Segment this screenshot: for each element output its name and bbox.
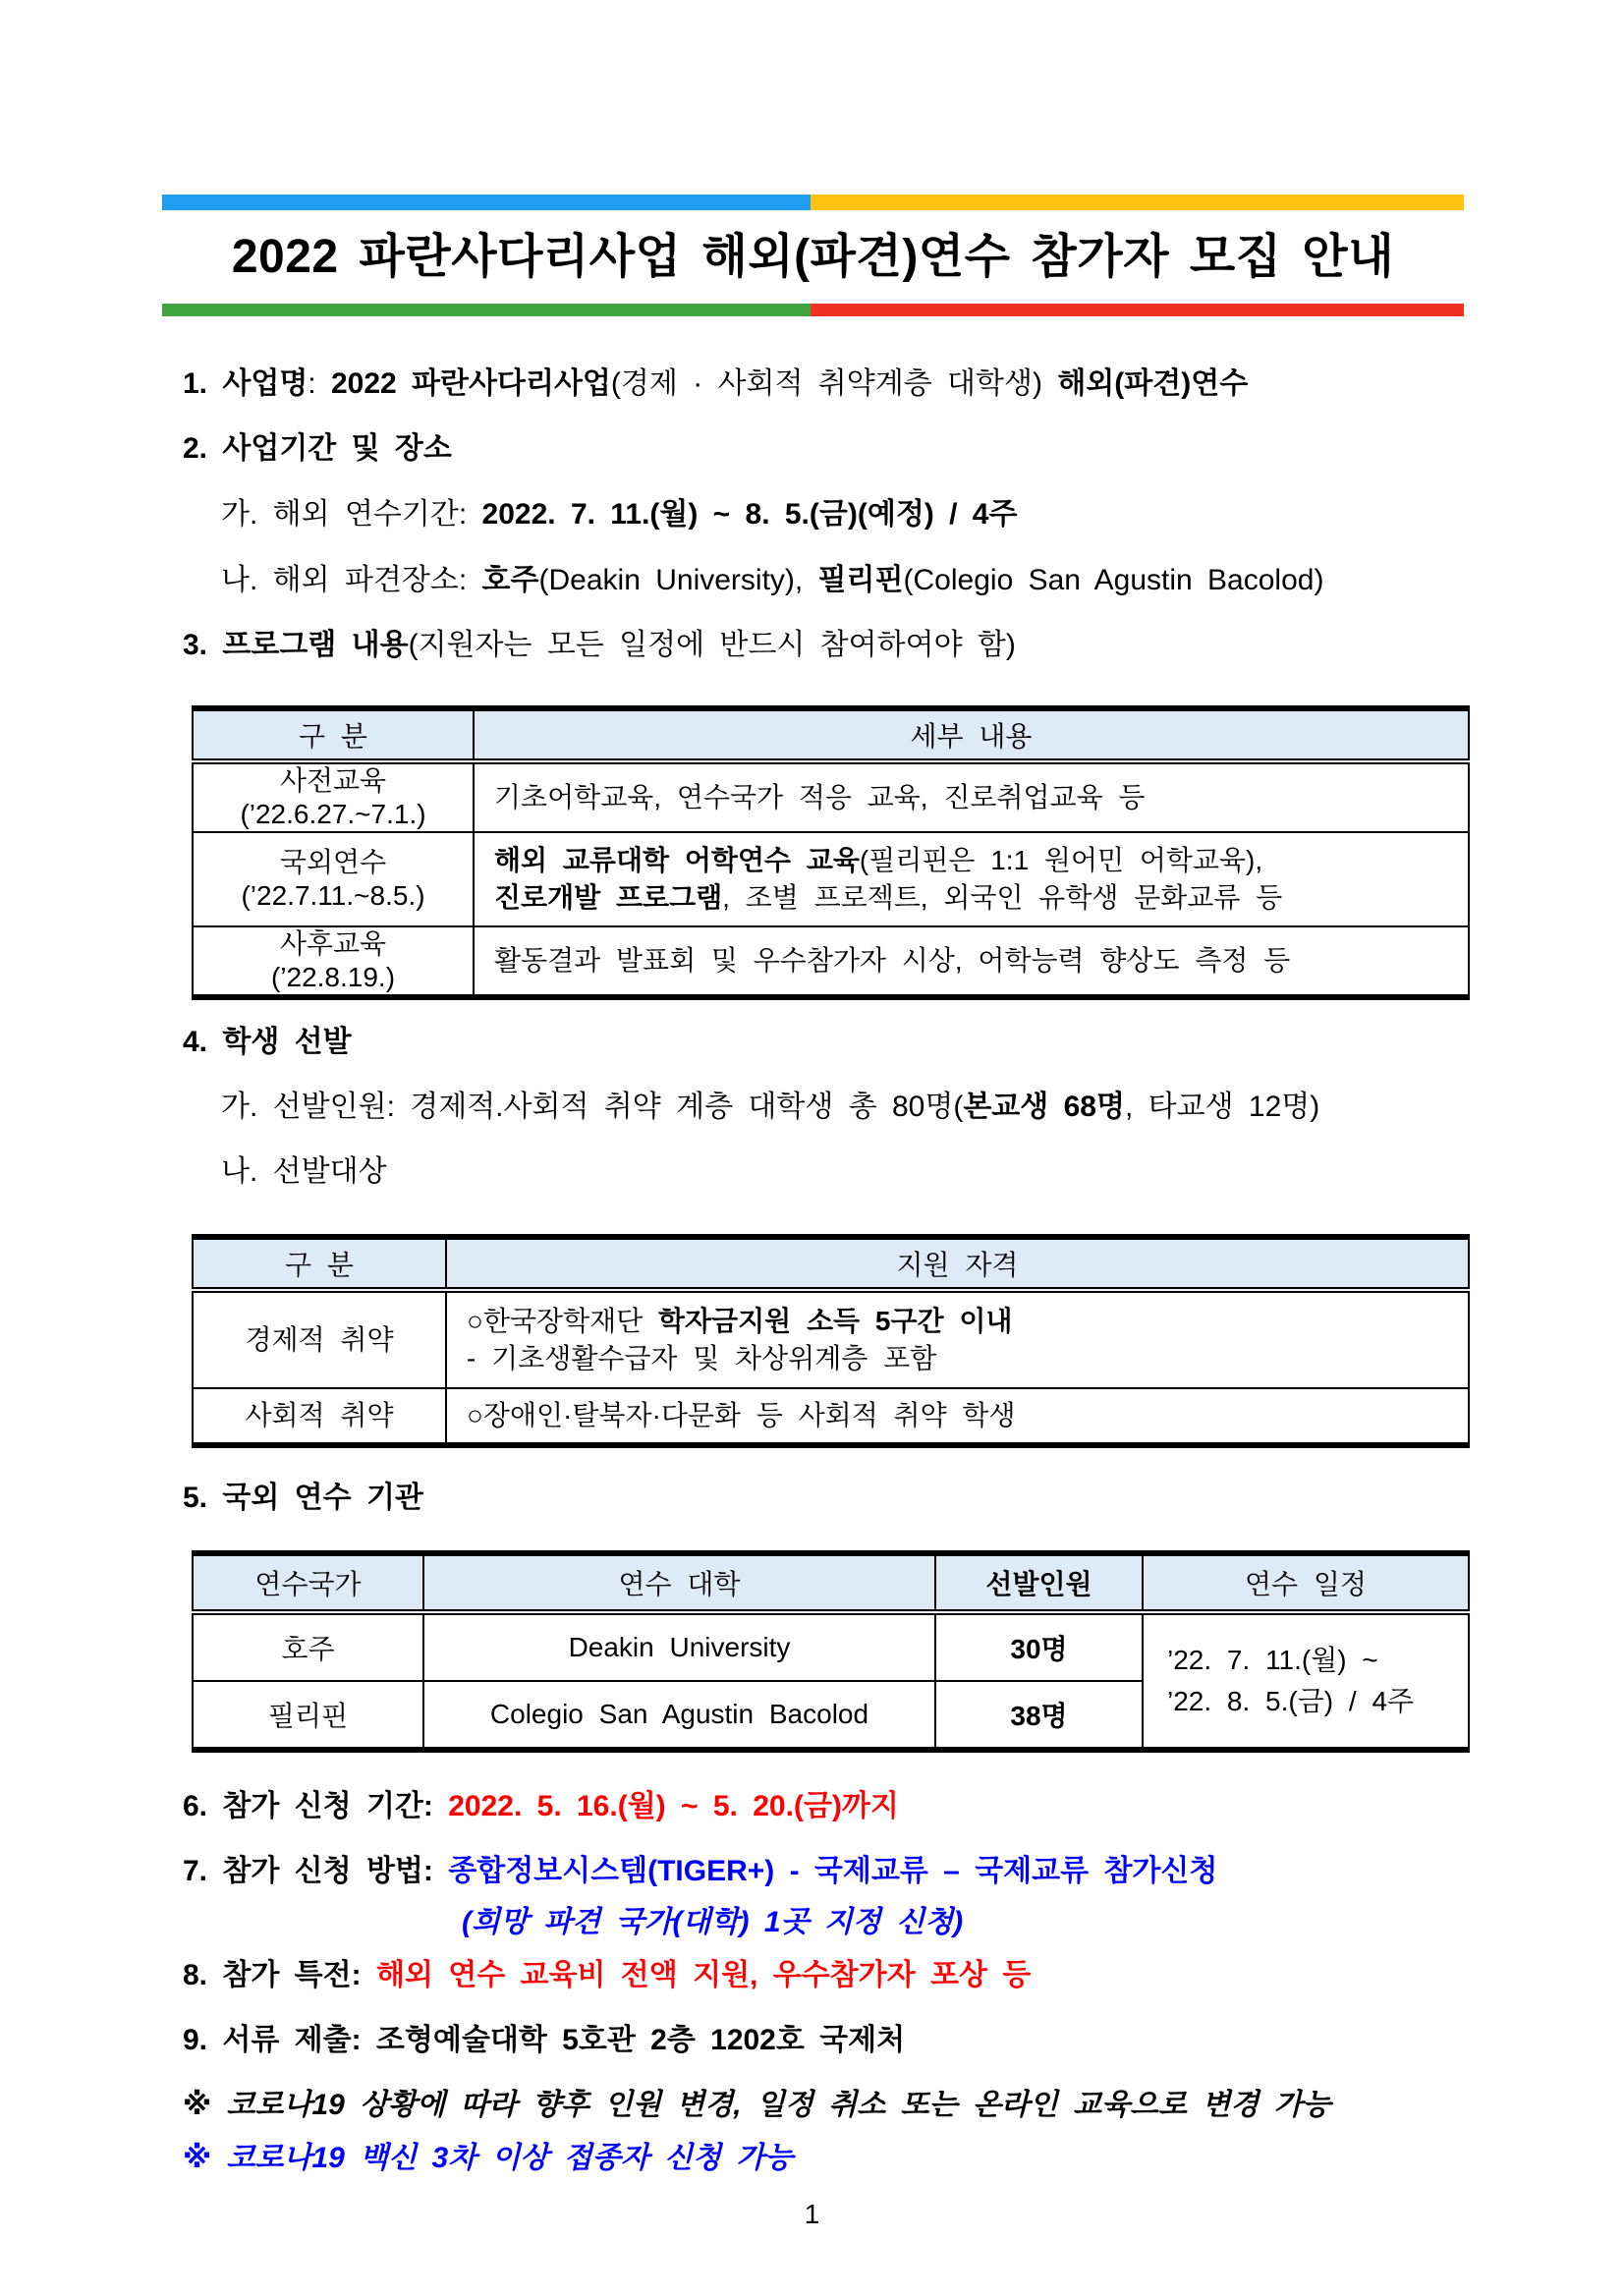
institutions-col-country: 연수국가 xyxy=(193,1553,423,1612)
text-run: 7. 참가 신청 방법: xyxy=(183,1855,449,1887)
text-run: 활동결과 발표회 및 우수참가자 시상, 어학능력 향상도 측정 등 xyxy=(494,945,1291,976)
text-run: 2022. 7. 11.(월) ~ 8. 5.(금)(예정) / 4주 xyxy=(481,498,1018,531)
text-run: - 기초생활수급자 및 차상위계층 포함 xyxy=(467,1343,937,1373)
program-detail-cell xyxy=(474,926,1469,997)
title-banner xyxy=(162,195,1464,316)
table-row xyxy=(193,832,1469,926)
text-run: 가. 선발인원: 경제적.사회적 취약 계층 대학생 총 80명( xyxy=(221,1091,964,1123)
text-run: 5. 국외 연수 기관 xyxy=(183,1482,423,1514)
line-selection-count xyxy=(221,1089,1319,1126)
text-run: 호주 xyxy=(481,564,539,596)
banner-top-bar xyxy=(162,195,1464,210)
institutions-col-schedule: 연수 일정 xyxy=(1143,1553,1469,1612)
text-run: 필리핀 xyxy=(817,564,904,596)
eligibility-type-cell: 경제적 취약 xyxy=(193,1290,446,1388)
text-run: (Deakin University), xyxy=(538,564,818,596)
university-cell: Deakin University xyxy=(423,1612,935,1681)
detail-line xyxy=(494,842,1458,879)
table-row xyxy=(193,926,1469,997)
text-run: , 타교생 12명) xyxy=(1124,1091,1320,1123)
phase-name: 사전교육 xyxy=(279,765,387,796)
program-phase-cell xyxy=(193,761,474,832)
program-col-category: 구 분 xyxy=(193,708,474,761)
line-program-heading xyxy=(183,627,1016,664)
line-selection-target xyxy=(221,1153,387,1191)
line-benefits xyxy=(183,1957,1031,1994)
page-number: 1 xyxy=(804,2199,820,2229)
text-run: ※ 코로나19 백신 3차 이상 접종자 신청 가능 xyxy=(183,2142,794,2174)
text-run: 2022 파란사다리사업 xyxy=(330,367,611,400)
text-run: 본교생 68명 xyxy=(963,1091,1125,1123)
schedule-cell xyxy=(1143,1612,1469,1750)
eligibility-detail-cell xyxy=(446,1290,1469,1388)
line-student-selection-heading xyxy=(183,1024,352,1061)
text-run: 2022. 5. 16.(월) ~ 5. 20.(금)까지 xyxy=(448,1790,899,1822)
text-run: 기초어학교육, 연수국가 적응 교육, 진로취업교육 등 xyxy=(494,782,1146,812)
text-run: (필리핀은 1:1 원어민 어학교육), xyxy=(859,845,1263,875)
eligibility-detail-cell xyxy=(446,1388,1469,1445)
institutions-col-university: 연수 대학 xyxy=(423,1553,935,1612)
text-run: 8. 참가 특전: xyxy=(183,1959,376,1991)
count-cell: 38명 xyxy=(935,1681,1143,1750)
bar-segment-blue xyxy=(162,195,811,210)
program-phase-cell xyxy=(193,832,474,926)
banner-bottom-bar xyxy=(162,304,1464,316)
phase-period: (’22.8.19.) xyxy=(270,962,396,992)
phase-name: 사후교육 xyxy=(279,928,387,959)
line-training-period xyxy=(221,496,1017,533)
text-run: : xyxy=(308,367,331,400)
line-application-method-note xyxy=(462,1904,963,1941)
line-institutions-heading xyxy=(183,1480,423,1517)
schedule-line: ’22. 7. 11.(월) ~ xyxy=(1167,1645,1378,1675)
line-application-method xyxy=(183,1853,1217,1890)
text-run: (희망 파견 국가(대학) 1곳 지정 신청) xyxy=(462,1906,964,1938)
program-phase-cell xyxy=(193,926,474,997)
university-cell: Colegio San Agustin Bacolod xyxy=(423,1681,935,1750)
text-run: 나. 선발대상 xyxy=(221,1155,387,1188)
table-row xyxy=(193,1290,1469,1388)
program-col-detail: 세부 내용 xyxy=(474,708,1469,761)
text-run: ※ 코로나19 상황에 따라 향후 인원 변경, 일정 취소 또는 온라인 교육으로 변경 가능 xyxy=(183,2089,1331,2121)
eligibility-col-qualification: 지원 자격 xyxy=(446,1237,1469,1290)
text-run: 해외 교류대학 어학연수 교육 xyxy=(494,845,860,875)
detail-line xyxy=(467,1303,1458,1340)
text-run: 2. 사업기간 및 장소 xyxy=(183,432,452,465)
page-title: 2022 파란사다리사업 해외(파견)연수 참가자 모집 안내 xyxy=(231,231,1395,283)
line-business-name xyxy=(183,365,1248,403)
line-period-location-heading xyxy=(183,430,452,468)
text-run: 해외 연수 교육비 전액 지원, 우수참가자 포상 등 xyxy=(375,1959,1032,1991)
phase-name: 국외연수 xyxy=(279,847,387,877)
line-document-submission xyxy=(183,2022,905,2059)
text-run: 3. 프로그램 내용 xyxy=(183,629,409,661)
text-run: 학자금지원 소득 5구간 이내 xyxy=(657,1306,1013,1336)
line-vaccine-note xyxy=(183,2140,793,2177)
program-table xyxy=(192,705,1470,1000)
eligibility-header-row xyxy=(193,1237,1469,1290)
text-run: , 조별 프로젝트, 외국인 유학생 문화교류 등 xyxy=(722,882,1283,913)
text-run: 4. 학생 선발 xyxy=(183,1026,352,1058)
eligibility-type-cell: 사회적 취약 xyxy=(193,1388,446,1445)
detail-line xyxy=(467,1340,1458,1377)
institutions-table xyxy=(192,1550,1470,1753)
program-header-row xyxy=(193,708,1469,761)
eligibility-col-category: 구 분 xyxy=(193,1237,446,1290)
phase-period: (’22.7.11.~8.5.) xyxy=(241,880,425,911)
phase-period: (’22.6.27.~7.1.) xyxy=(240,799,426,829)
text-run: 나. 해외 파견장소: xyxy=(221,564,482,596)
text-run: 해외(파견)연수 xyxy=(1057,367,1249,400)
schedule-line: ’22. 8. 5.(금) / 4주 xyxy=(1167,1686,1415,1716)
text-run: (지원자는 모든 일정에 반드시 참여하여야 함) xyxy=(408,629,1016,661)
country-cell: 호주 xyxy=(193,1612,423,1681)
bar-segment-red xyxy=(811,304,1464,316)
detail-line xyxy=(494,879,1458,917)
text-run: 진로개발 프로그램 xyxy=(494,882,723,913)
program-detail-cell xyxy=(474,832,1469,926)
text-run: 1. 사업명 xyxy=(183,367,308,400)
line-covid-note xyxy=(183,2087,1331,2124)
detail-line xyxy=(494,779,1458,816)
detail-line xyxy=(467,1397,1458,1434)
line-application-period xyxy=(183,1788,899,1825)
eligibility-table xyxy=(192,1234,1470,1448)
count-cell: 30명 xyxy=(935,1612,1143,1681)
line-dispatch-location xyxy=(221,562,1323,599)
institutions-col-count: 선발인원 xyxy=(935,1553,1143,1612)
bar-segment-yellow xyxy=(811,195,1464,210)
text-run: 가. 해외 연수기간: xyxy=(221,498,482,531)
text-run: 종합정보시스템(TIGER+) - 국제교류 – 국제교류 참가신청 xyxy=(448,1855,1218,1887)
table-row xyxy=(193,1612,1469,1681)
text-run: ○장애인·탈북자·다문화 등 사회적 취약 학생 xyxy=(467,1400,1016,1430)
detail-line xyxy=(494,942,1458,980)
text-run: 6. 참가 신청 기간: xyxy=(183,1790,449,1822)
text-run: ○한국장학재단 xyxy=(467,1306,658,1336)
text-run: 9. 서류 제출: 조형예술대학 5호관 2층 1202호 국제처 xyxy=(183,2024,906,2056)
bar-segment-green xyxy=(162,304,811,316)
text-run: (Colegio San Agustin Bacolod) xyxy=(903,564,1324,596)
country-cell: 필리핀 xyxy=(193,1681,423,1750)
table-row xyxy=(193,761,1469,832)
table-row xyxy=(193,1388,1469,1445)
institutions-header-row xyxy=(193,1553,1469,1612)
text-run: (경제 · 사회적 취약계층 대학생) xyxy=(610,367,1058,400)
program-detail-cell xyxy=(474,761,1469,832)
